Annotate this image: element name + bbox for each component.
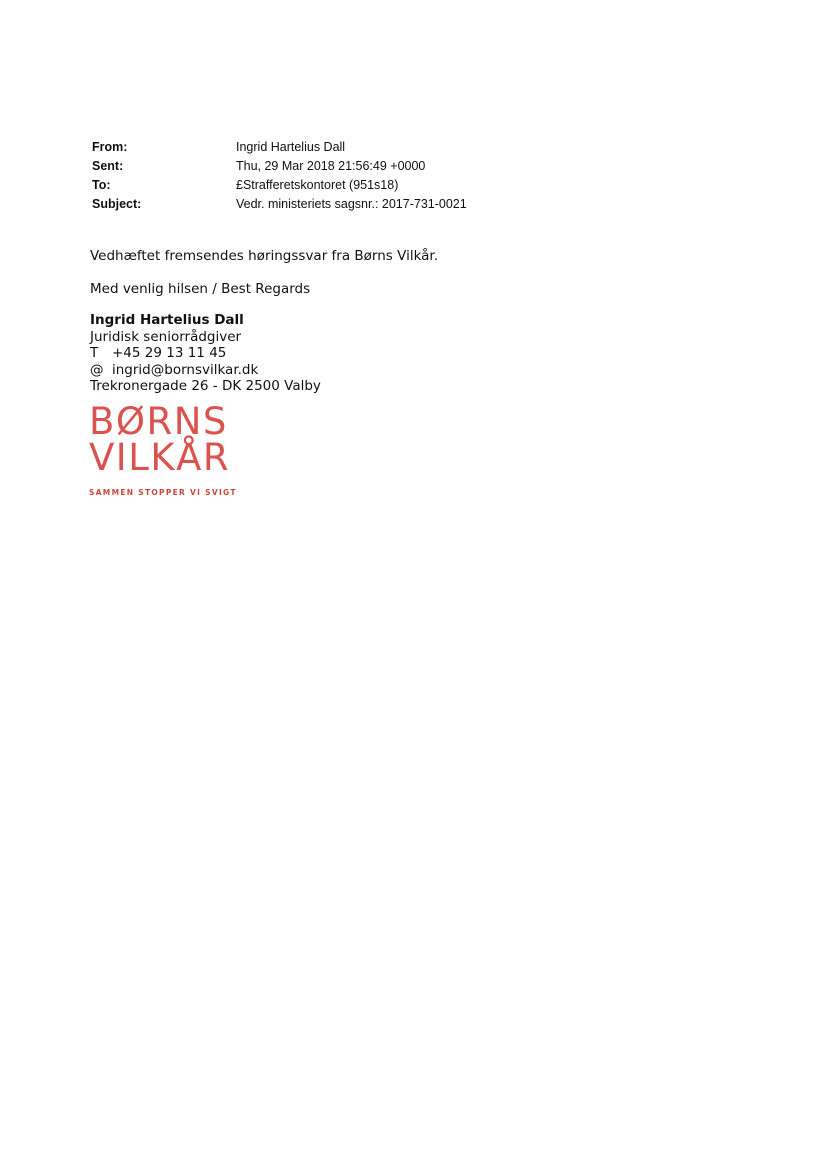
sent-label: Sent: [92, 159, 124, 173]
signature-phone: +45 29 13 11 45 [112, 345, 227, 361]
header-to-row [92, 176, 467, 195]
logo-line-2: VILKÅR [89, 436, 231, 479]
phone-icon: T [90, 345, 99, 361]
borns-vilkar-logo [89, 400, 237, 497]
email-icon: @ [90, 361, 104, 378]
sent-value: Thu, 29 Mar 2018 21:56:49 +0000 [236, 159, 426, 173]
to-value: £Strafferetskontoret (951s18) [236, 178, 399, 192]
header-subject-row [92, 195, 467, 214]
from-value: Ingrid Hartelius Dall [236, 140, 346, 154]
email-header [92, 138, 467, 214]
email-signature [90, 312, 321, 395]
signature-address: Trekronergade 26 - DK 2500 Valby [90, 378, 321, 394]
header-sent-row [92, 157, 467, 176]
signature-name: Ingrid Hartelius Dall [90, 312, 244, 328]
signature-email-line [90, 362, 321, 379]
logo-tagline: SAMMEN STOPPER VI SVIGT [89, 488, 237, 497]
signature-title: Juridisk seniorrådgiver [90, 328, 242, 345]
header-from-row [92, 138, 467, 157]
subject-label: Subject: [92, 197, 142, 211]
email-body-intro: Vedhæftet fremsendes høringssvar fra Børns Vilkår. [90, 248, 439, 264]
logo-line-1: BØRNS [89, 400, 228, 443]
signature-email: ingrid@bornsvilkar.dk [112, 361, 259, 378]
to-label: To: [92, 178, 111, 192]
from-label: From: [92, 140, 128, 154]
email-body-closing: Med venlig hilsen / Best Regards [90, 281, 311, 297]
signature-phone-line [90, 345, 321, 362]
subject-value: Vedr. ministeriets sagsnr.: 2017-731-0021 [236, 197, 467, 211]
